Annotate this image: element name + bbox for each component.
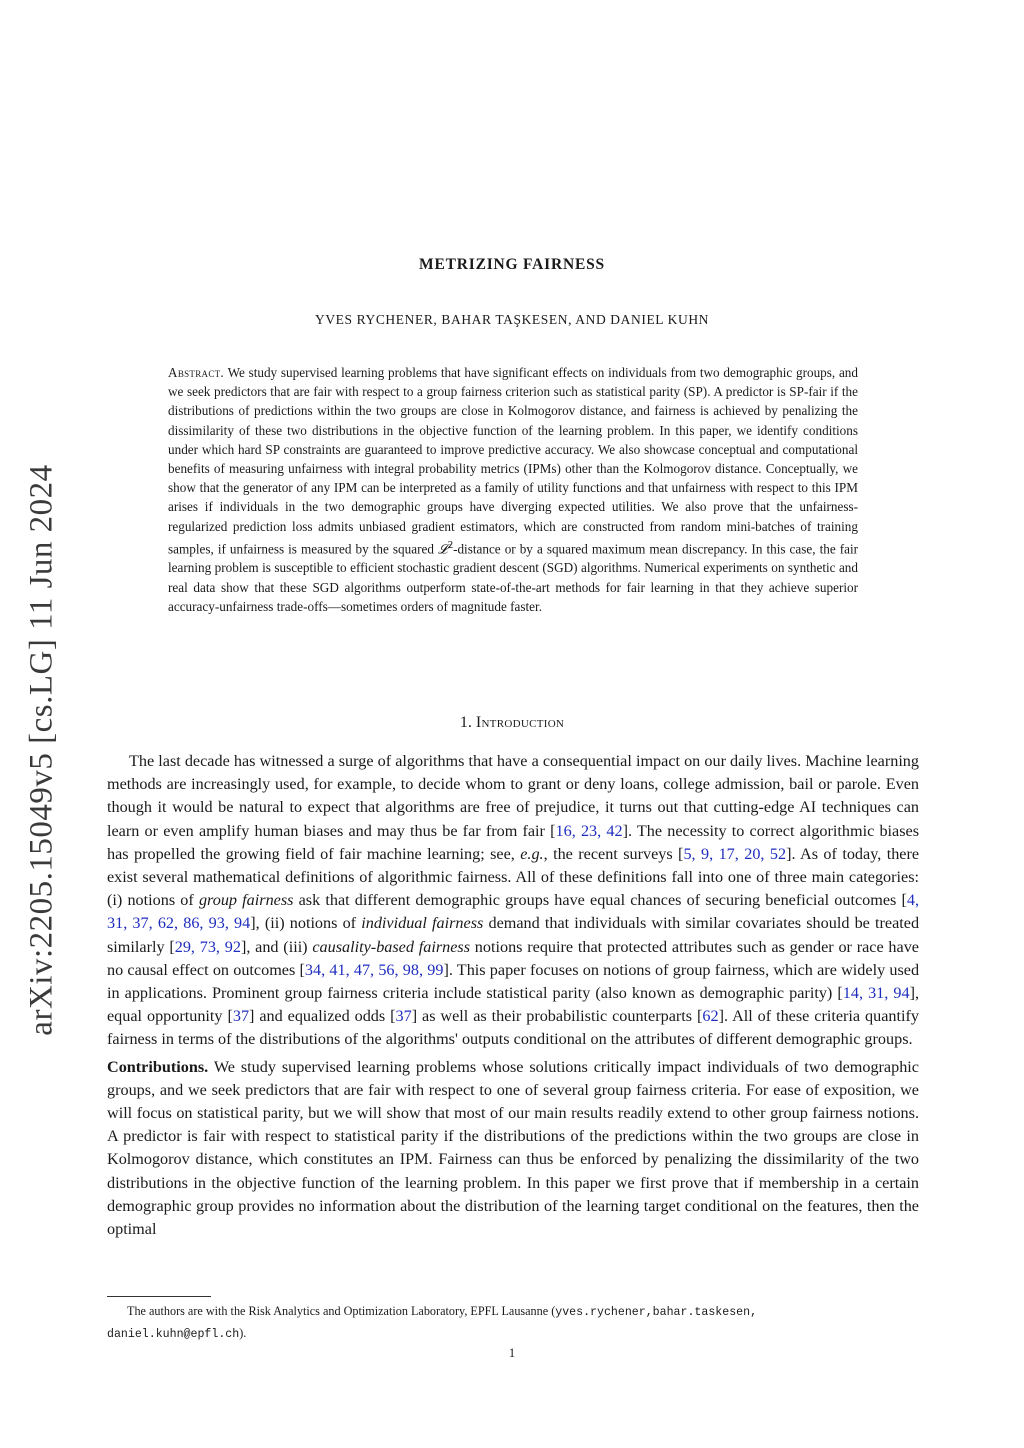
footnote-line: [107, 1323, 919, 1345]
citation-link[interactable]: 56: [378, 960, 395, 979]
citation-link[interactable]: 9: [701, 844, 710, 863]
page-number: 1: [508, 1346, 516, 1360]
contributions-text: We study supervised learning problems whose solutions critically impact individuals of two demographic groups, and we seek predictors that are fair with respect to one of several group fairness criteria. For ease of exposition, we will focus on statistical parity, but we will show that most of our main results readily extend to other group fairness notions. A predictor is fair with respect to statistical parity if the distributions of the predictions within the two groups are close in Kolmogorov distance, which constitutes an IPM. Fairness can thus be enforced by penalizing the dissimilarity of the two distributions in the objective function of the learning problem. In this paper we first prove that if membership in a certain demographic group provides no information about the distribution of the learning target conditional on the features, then the optimal: [107, 1057, 919, 1239]
citation-link[interactable]: 93: [208, 914, 225, 933]
arxiv-id-text: arXiv:2205.15049v5 [cs.LG] 11 Jun 2024: [23, 464, 60, 1036]
intro-text: notions require that protected attributes such as gender or race have no causal effect on outcomes [: [107, 937, 919, 979]
contributions-paragraph: [107, 1056, 919, 1242]
introduction-body: [107, 750, 919, 1241]
citation-link[interactable]: 94: [893, 984, 910, 1003]
citation-link[interactable]: 5: [683, 844, 692, 863]
footnote-close: ).: [239, 1326, 247, 1340]
intro-text: ], (ii) notions of: [250, 914, 362, 933]
section-heading: [0, 714, 1024, 732]
term-individual-fairness: individual fairness: [361, 914, 484, 933]
intro-text: The last decade has witnessed a surge of algorithms that have a consequential impact on our daily lives. Machine learning methods are increasingly used, for example, to decide whom to grant or deny loans, college admission, bail or parole. Even though it would be natural to expect that algorithms are free of prejudice, it turns out that cutting-edge AI techniques can learn or even amplify human biases and may thus be far from fair [: [107, 752, 919, 840]
citation-link[interactable]: 31: [107, 914, 124, 933]
intro-text: ]. As of today, there exist several mathematical definitions of algorithmic fairness. All of these definitions fall into one of three main categories: (i) notions of: [107, 844, 920, 910]
citation-group: [396, 1007, 412, 1025]
intro-text: ]. This paper focuses on notions of group fairness, which are widely used in applications. Prominent group fairness criteria include statistical parity (also known as demographic parity) [: [107, 960, 920, 1003]
intro-text: ]. The necessity to correct algorithmic biases has propelled the growing field of fair machine learning; see,: [107, 821, 920, 863]
citation-link[interactable]: 31: [868, 984, 885, 1003]
intro-emphasis: e.g.: [520, 844, 544, 863]
citation-group: [233, 1007, 249, 1025]
intro-paragraph: [107, 750, 919, 1052]
citation-link[interactable]: 98: [402, 960, 419, 979]
footnote-text: The authors are with the Risk Analytics and Optimization Laboratory, EPFL Lausanne (: [127, 1304, 556, 1318]
abstract-label: Abstract.: [168, 365, 225, 380]
citation-link[interactable]: 86: [183, 914, 200, 933]
citation-group: 14, 31, 94: [842, 984, 910, 1003]
paper-authors: YVES RYCHENER, BAHAR TAŞKESEN, AND DANIEL KUHN: [314, 312, 710, 327]
intro-text: ] as well as their probabilistic counterparts [: [411, 1007, 703, 1026]
citation-link[interactable]: 37: [395, 1007, 412, 1026]
contributions-heading: Contributions.: [107, 1057, 209, 1076]
citation-link[interactable]: 37: [132, 914, 149, 933]
l2-exponent: 2: [447, 538, 454, 551]
citation-link[interactable]: 34: [304, 960, 322, 979]
citation-link[interactable]: 16: [555, 821, 572, 840]
intro-text: , the recent surveys [: [543, 844, 684, 863]
term-causality-based-fairness: causality-based fairness: [312, 937, 471, 956]
citation-link[interactable]: 73: [199, 937, 216, 956]
citation-link[interactable]: 20: [744, 844, 761, 863]
citation-link[interactable]: 99: [427, 960, 444, 979]
section-number: 1.: [459, 714, 472, 731]
citation-group: 29, 73, 92: [174, 937, 241, 956]
citation-link[interactable]: 14: [842, 984, 859, 1003]
citation-link[interactable]: 41: [329, 960, 346, 979]
citation-group: 5, 9, 17, 20, 52: [683, 844, 787, 863]
intro-text: demand that individuals with similar covariates should be treated similarly [: [107, 914, 920, 956]
citation-group: 4, 31, 37, 62, 86, 93, 94: [107, 891, 920, 933]
paper-title: METRIZING FAIRNESS: [419, 256, 605, 273]
citation-link[interactable]: 37: [232, 1007, 250, 1026]
citation-link[interactable]: 62: [702, 1007, 719, 1026]
intro-text: ], and (iii): [240, 937, 313, 956]
citation-group: [702, 1007, 718, 1025]
citation-link[interactable]: 92: [224, 937, 241, 956]
footnote-emails[interactable]: yves.rychener,bahar.taskesen,: [555, 1306, 758, 1319]
citation-link[interactable]: 62: [157, 914, 174, 933]
abstract: [168, 363, 858, 616]
citation-link[interactable]: 94: [234, 914, 251, 933]
citation-group: 34, 41, 47, 56, 98, 99: [304, 960, 444, 979]
citation-link[interactable]: 47: [353, 960, 371, 979]
citation-link[interactable]: 42: [606, 821, 623, 840]
footnote-line: [107, 1301, 919, 1323]
term-group-fairness: group fairness: [198, 891, 294, 910]
abstract-text-part1: We study supervised learning problems that have significant effects on individuals from two demographic groups, and we seek predictors that are fair with respect to a group fairness criterion such as statistical parity (SP). A predictor is SP-fair if the distributions of predictions within the two groups are close in Kolmogorov distance, and fairness is achieved by penalizing the dissimilarity of these two distributions in the objective function of the learning problem. In this paper, we identify conditions under which hard SP constraints are guaranteed to improve predictive accuracy. We also showcase conceptual and computational benefits of measuring unfairness with integral probability metrics (IPMs) other than the Kolmogorov distance. Conceptually, we show that the generator of any IPM can be interpreted as a family of utility functions and that unfairness with respect to this IPM arises if individuals in the two demographic groups have diverging expected utilities. We also prove that the unfairness-regularized prediction loss admits unbiased gradient estimators, which are constructed from random mini-batches of training samples, if unfairness is measured by the squared: [168, 365, 858, 557]
footnote: [107, 1301, 919, 1345]
citation-link[interactable]: 29: [174, 937, 191, 956]
intro-text: ]. All of these criteria quantify fairness in terms of the distributions of the algorithms' outputs conditional on the attributes of different demographic groups.: [107, 1007, 919, 1049]
footnote-rule: [107, 1296, 211, 1297]
intro-text: ] and equalized odds [: [249, 1007, 396, 1026]
citation-link[interactable]: 4: [906, 891, 915, 910]
abstract-text-part2: -distance or by a squared maximum mean discrepancy. In this case, the fair learning problem is susceptible to efficient stochastic gradient descent (SGD) algorithms. Numerical experiments on synthetic and real data show that these SGD algorithms outperform state-of-the-art methods for fair learning in that they achieve superior accuracy-unfairness trade-offs—sometimes orders of magnitude faster.: [168, 541, 859, 614]
citation-link[interactable]: 23: [580, 821, 598, 840]
intro-text: ask that different demographic groups have equal chances of securing beneficial outcomes [: [293, 891, 907, 910]
intro-text: ], equal opportunity [: [107, 984, 920, 1026]
l2-symbol: 𝓛: [437, 541, 448, 557]
citation-group: 16, 23, 42: [555, 821, 623, 840]
section-title: Introduction: [475, 714, 565, 731]
citation-link[interactable]: 17: [718, 844, 735, 863]
footnote-email[interactable]: daniel.kuhn@epfl.ch: [107, 1328, 240, 1341]
citation-link[interactable]: 52: [769, 844, 787, 863]
